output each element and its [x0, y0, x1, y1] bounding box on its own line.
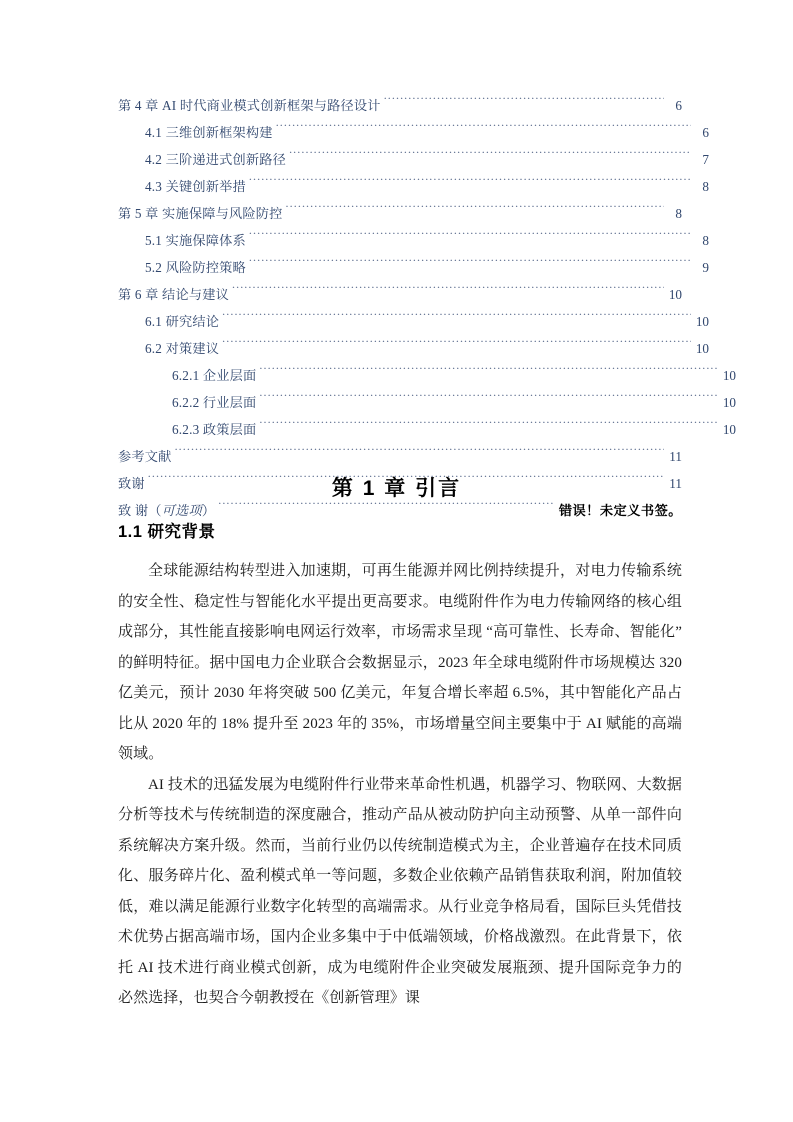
toc-page-number: 7 [702, 152, 709, 167]
toc-page-number: 8 [675, 206, 682, 221]
toc-entry-label-italic: 可选项 [161, 503, 202, 518]
toc-leader-dots [259, 394, 718, 407]
paragraph: 全球能源结构转型进入加速期，可再生能源并网比例持续提升，对电力传输系统的安全性、稳定性与智能化水平提出更高要求。电缆附件作为电力传输网络的核心组成部分，其性能直接影响电网运行效率，市场需求呈现 “高可靠性、长寿命、智能化” 的鲜明特征。据中国电力企业联合会数据显示，2023 年全球电缆附件市场规模达 320 亿美元，预计 2030 年将突破 500 亿美元，年复合增长率超 6.5%，其中智能化产品占比从 2020 年的 18% 提升至 2023 年的 35%，市场增量空间主要集中于 AI 赋能的高端领域。 [118, 563, 682, 762]
toc-page-number: 10 [722, 368, 736, 383]
toc-entry[interactable] [118, 416, 736, 443]
toc-entry-label: 6.2.2 行业层面 [172, 395, 257, 410]
toc-entry[interactable] [118, 146, 709, 173]
toc-leader-dots [222, 313, 691, 326]
toc-leader-dots [249, 259, 691, 272]
toc-entry-label: 6.2.1 企业层面 [172, 368, 257, 383]
toc-page-number: 11 [669, 476, 682, 491]
toc-entry-label: 6.2 对策建议 [145, 341, 220, 356]
toc-entry[interactable] [118, 119, 709, 146]
toc-entry[interactable] [118, 443, 682, 470]
toc-leader-dots [259, 421, 718, 434]
toc-entry[interactable] [118, 200, 682, 227]
toc-entry-label: 4.3 关键创新举措 [145, 179, 246, 194]
toc-entry[interactable] [118, 92, 682, 119]
toc-entry-label: 第 4 章 AI 时代商业模式创新框架与路径设计 [118, 98, 381, 113]
toc-entry[interactable] [118, 362, 736, 389]
toc-leader-dots [218, 502, 553, 515]
toc-leader-dots [222, 340, 691, 353]
toc-entry-label: 4.1 三维创新框架构建 [145, 125, 273, 140]
toc-entry-label: 6.1 研究结论 [145, 314, 220, 329]
toc-entry-label: 致 谢（可选项） [118, 503, 216, 518]
toc-entry[interactable] [118, 173, 709, 200]
toc-entry-label: 5.1 实施保障体系 [145, 233, 246, 248]
toc-error-text: 错误！未定义书签。 [558, 503, 682, 518]
toc-entry[interactable] [118, 389, 736, 416]
toc-page-number: 10 [695, 341, 709, 356]
toc-leader-dots [249, 232, 691, 245]
toc-page-number: 10 [695, 314, 709, 329]
toc-leader-dots [289, 151, 691, 164]
toc-entry-label: 4.2 三阶递进式创新路径 [145, 152, 287, 167]
toc-entry[interactable] [118, 308, 709, 335]
toc-page-number: 6 [702, 125, 709, 140]
toc-entry-label: 第 6 章 结论与建议 [118, 287, 229, 302]
toc-leader-dots [259, 367, 718, 380]
toc-entry[interactable] [118, 254, 709, 281]
toc-leader-dots [249, 178, 691, 191]
body-text [118, 556, 682, 1014]
toc-page-number: 10 [722, 422, 736, 437]
toc-leader-dots [276, 124, 691, 137]
toc-entry-label: 参考文献 [118, 449, 172, 464]
toc-page-number: 9 [702, 260, 709, 275]
toc-leader-dots [286, 205, 664, 218]
toc-leader-dots [232, 286, 664, 299]
toc-leader-dots [384, 97, 664, 110]
section-heading: 1.1 研究背景 [118, 523, 216, 541]
table-of-contents [118, 92, 736, 524]
toc-entry-label: 6.2.3 政策层面 [172, 422, 257, 437]
toc-entry-label: 第 5 章 实施保障与风险防控 [118, 206, 283, 221]
toc-page-number: 10 [722, 395, 736, 410]
toc-page-number: 6 [675, 98, 682, 113]
toc-page-number: 8 [702, 233, 709, 248]
toc-entry[interactable] [118, 281, 682, 308]
toc-leader-dots [175, 448, 664, 461]
chapter-heading: 第 1 章 引言 [331, 477, 462, 500]
toc-page-number: 11 [669, 449, 682, 464]
toc-entry[interactable] [118, 227, 709, 254]
toc-page-number: 10 [668, 287, 682, 302]
toc-entry-label: 致谢 [118, 476, 145, 491]
toc-page-number: 8 [702, 179, 709, 194]
paragraph: AI 技术的迅猛发展为电缆附件行业带来革命性机遇，机器学习、物联网、大数据分析等技术与传统制造的深度融合，推动产品从被动防护向主动预警、从单一部件向系统解决方案升级。然而，当前行业仍以传统制造模式为主，企业普遍存在技术同质化、服务碎片化、盈利模式单一等问题，多数企业依赖产品销售获取利润，附加值较低，难以满足能源行业数字化转型的高端需求。从行业竞争格局看，国际巨头凭借技术优势占据高端市场，国内企业多集中于中低端领域，价格战激烈。在此背景下，依托 AI 技术进行商业模式创新，成为电缆附件企业突破发展瓶颈、提升国际竞争力的必然选择，也契合今朝教授在《创新管理》课 [118, 776, 682, 1006]
toc-entry-label: 5.2 风险防控策略 [145, 260, 246, 275]
toc-entry[interactable] [118, 335, 709, 362]
